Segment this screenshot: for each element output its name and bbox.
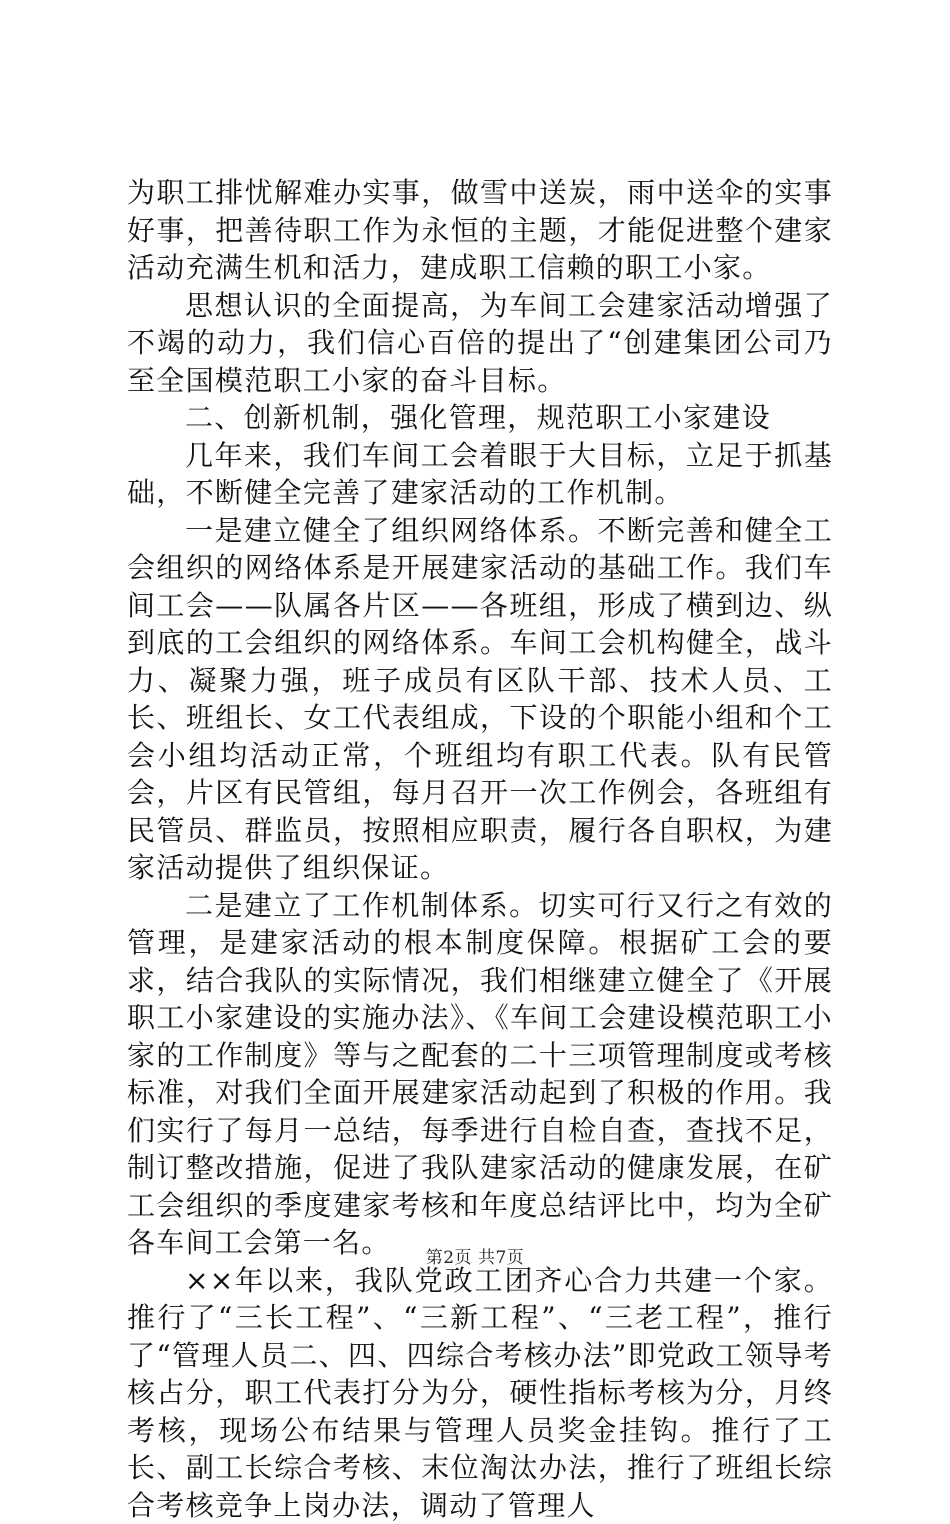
paragraph-1: 为职工排忧解难办实事，做雪中送炭，雨中送伞的实事好事，把善待职工作为永恒的主题，才能促进整个建家活动充满生机和活力，建成职工信赖的职工小家。	[127, 174, 833, 287]
paragraph-7: ××年以来，我队党政工团齐心合力共建一个家。推行了“三长工程”、“三新工程”、“三老工程”，推行了“管理人员二、四、四综合考核办法”即党政工领导考核占分，职工代表打分为分，硬性指标考核为分，月终考核，现场公布结果与管理人员奖金挂钩。推行了工长、副工长综合考核、末位淘汰办法，推行了班组长综合考核竞争上岗办法，调动了管理人	[127, 1262, 833, 1524]
paragraph-4: 几年来，我们车间工会着眼于大目标，立足于抓基础，不断健全完善了建家活动的工作机制。	[127, 437, 833, 512]
page-number-footer: 第2页 共7页	[0, 1243, 950, 1268]
paragraph-2: 思想认识的全面提高，为车间工会建家活动增强了不竭的动力，我们信心百倍的提出了“创建集团公司乃至全国模范职工小家的奋斗目标。	[127, 287, 833, 400]
paragraph-6: 二是建立了工作机制体系。切实可行又行之有效的管理，是建家活动的根本制度保障。根据矿工会的要求，结合我队的实际情况，我们相继建立健全了《开展职工小家建设的实施办法》、《车间工会建设模范职工小家的工作制度》等与之配套的二十三项管理制度或考核标准，对我们全面开展建家活动起到了积极的作用。我们实行了每月一总结，每季进行自检自查，查找不足，制订整改措施，促进了我队建家活动的健康发展，在矿工会组织的季度建家考核和年度总结评比中，均为全矿各车间工会第一名。	[127, 887, 833, 1262]
body-text	[127, 174, 833, 1524]
section-heading: 二、创新机制，强化管理，规范职工小家建设	[127, 399, 833, 437]
paragraph-5: 一是建立健全了组织网络体系。不断完善和健全工会组织的网络体系是开展建家活动的基础工作。我们车间工会——队属各片区——各班组，形成了横到边、纵到底的工会组织的网络体系。车间工会机构健全，战斗力、凝聚力强，班子成员有区队干部、技术人员、工长、班组长、女工代表组成，下设的个职能小组和个工会小组均活动正常，个班组均有职工代表。队有民管会，片区有民管组，每月召开一次工作例会，各班组有民管员、群监员，按照相应职责，履行各自职权，为建家活动提供了组织保证。	[127, 512, 833, 887]
